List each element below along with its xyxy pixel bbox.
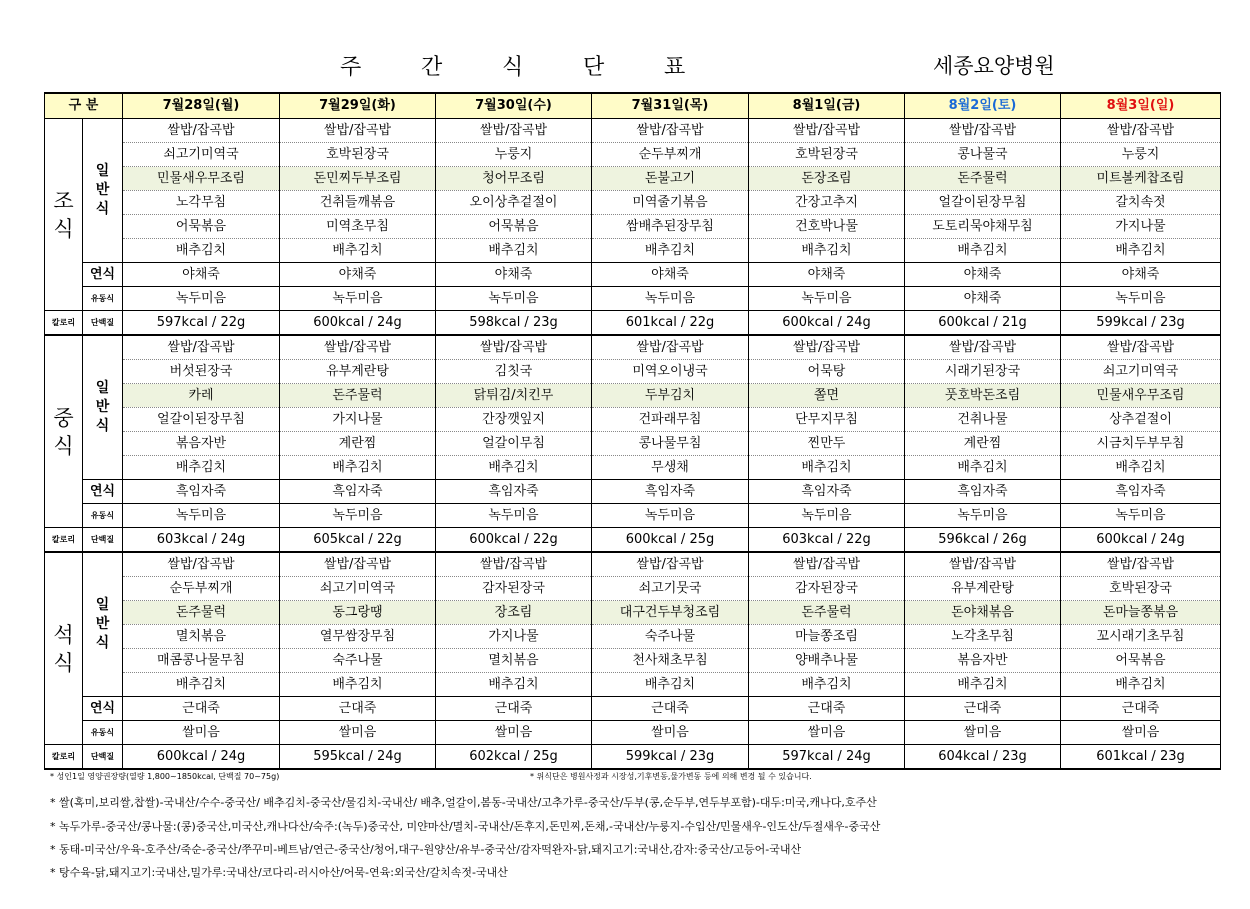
menu-cell: 쇠고기미역국 (280, 577, 436, 601)
nutrition-cell: 600kcal / 24g (280, 311, 436, 336)
menu-cell: 배추김치 (749, 673, 905, 697)
menu-cell: 미역오이냉국 (592, 360, 749, 384)
menu-cell: 쌀미음 (123, 721, 280, 745)
menu-cell: 배추김치 (436, 239, 592, 263)
menu-cell: 쌀밥/잡곡밥 (123, 335, 280, 360)
header-category: 구 분 (45, 93, 123, 119)
menu-cell: 건파래무침 (592, 408, 749, 432)
menu-cell: 미역줄기볶음 (592, 191, 749, 215)
menu-cell: 시금치두부무침 (1061, 432, 1221, 456)
menu-cell: 녹두미음 (905, 504, 1061, 528)
menu-cell: 건호박나물 (749, 215, 905, 239)
table-row (45, 215, 1221, 239)
menu-cell: 쌀밥/잡곡밥 (280, 335, 436, 360)
menu-cell: 김칫국 (436, 360, 592, 384)
menu-cell: 근대죽 (905, 697, 1061, 721)
nutrition-cell: 596kcal / 26g (905, 528, 1061, 553)
menu-cell: 흑임자죽 (592, 480, 749, 504)
menu-cell: 배추김치 (1061, 456, 1221, 480)
table-row (45, 504, 1221, 528)
nutrition-cell: 598kcal / 23g (436, 311, 592, 336)
meal-label: 중 식 (45, 335, 83, 528)
table-row (45, 552, 1221, 577)
menu-cell: 꼬시래기초무침 (1061, 625, 1221, 649)
menu-cell: 쌀밥/잡곡밥 (123, 552, 280, 577)
menu-cell: 녹두미음 (123, 504, 280, 528)
general-diet-label: 일 반 식 (83, 552, 123, 697)
menu-cell: 배추김치 (592, 239, 749, 263)
menu-cell: 돈불고기 (592, 167, 749, 191)
menu-cell: 흑임자죽 (123, 480, 280, 504)
menu-cell: 어묵볶음 (123, 215, 280, 239)
menu-cell: 쇠고기미역국 (123, 143, 280, 167)
menu-cell: 쌈배추된장무침 (592, 215, 749, 239)
menu-cell: 멸치볶음 (436, 649, 592, 673)
menu-cell: 상추겉절이 (1061, 408, 1221, 432)
menu-cell: 버섯된장국 (123, 360, 280, 384)
header-day: 8월2일(토) (905, 93, 1061, 119)
menu-cell: 쌀미음 (592, 721, 749, 745)
menu-cell: 쌀밥/잡곡밥 (905, 119, 1061, 143)
menu-cell: 돈주물럭 (749, 601, 905, 625)
menu-cell: 풋호박돈조림 (905, 384, 1061, 408)
menu-cell: 계란찜 (905, 432, 1061, 456)
table-row (45, 480, 1221, 504)
menu-cell: 쌀밥/잡곡밥 (280, 552, 436, 577)
menu-cell: 녹두미음 (592, 287, 749, 311)
menu-cell: 가지나물 (1061, 215, 1221, 239)
liquid-diet-label: 유동식 (83, 721, 123, 745)
header-day: 7월28일(월) (123, 93, 280, 119)
menu-cell: 가지나물 (280, 408, 436, 432)
table-row (45, 384, 1221, 408)
table-row (45, 191, 1221, 215)
menu-cell: 쌀밥/잡곡밥 (749, 119, 905, 143)
menu-cell: 야채죽 (592, 263, 749, 287)
menu-cell: 배추김치 (905, 673, 1061, 697)
title-char: 단 (583, 55, 605, 80)
table-row (45, 649, 1221, 673)
menu-cell: 돈마늘쫑볶음 (1061, 601, 1221, 625)
menu-cell: 배추김치 (123, 239, 280, 263)
nutrition-cell: 601kcal / 22g (592, 311, 749, 336)
table-row (45, 335, 1221, 360)
menu-cell: 누룽지 (436, 143, 592, 167)
menu-cell: 열무쌈장무침 (280, 625, 436, 649)
note-origin-3: * 동태-미국산/우육-호주산/죽순-중국산/쭈꾸미-베트남/연근-중국산/청어,대구-원양산/유부-중국산/감자떡완자-닭,돼지고기:국내산,감자:중국산/고등어-국내산 (50, 843, 802, 856)
menu-cell: 간장고추지 (749, 191, 905, 215)
menu-cell: 돈주물럭 (905, 167, 1061, 191)
menu-cell: 간장깻잎지 (436, 408, 592, 432)
menu-cell: 무생채 (592, 456, 749, 480)
menu-cell: 배추김치 (123, 456, 280, 480)
menu-cell: 오이상추겉절이 (436, 191, 592, 215)
meal-label: 조 식 (45, 119, 83, 311)
menu-cell: 쫄면 (749, 384, 905, 408)
menu-cell: 쌀밥/잡곡밥 (592, 335, 749, 360)
nutrition-cell: 597kcal / 22g (123, 311, 280, 336)
menu-cell: 돈야채볶음 (905, 601, 1061, 625)
menu-cell: 순두부찌개 (592, 143, 749, 167)
menu-cell: 단무지무침 (749, 408, 905, 432)
nutrition-cell: 600kcal / 24g (749, 311, 905, 336)
menu-cell: 누룽지 (1061, 143, 1221, 167)
menu-cell: 시래기된장국 (905, 360, 1061, 384)
menu-cell: 쌀미음 (436, 721, 592, 745)
menu-cell: 호박된장국 (280, 143, 436, 167)
liquid-diet-label: 유동식 (83, 504, 123, 528)
table-row (45, 311, 1221, 336)
menu-cell: 장조림 (436, 601, 592, 625)
menu-cell: 녹두미음 (123, 287, 280, 311)
menu-cell: 쌀밥/잡곡밥 (123, 119, 280, 143)
table-row (45, 697, 1221, 721)
menu-cell: 배추김치 (280, 239, 436, 263)
nutrition-cell: 605kcal / 22g (280, 528, 436, 553)
menu-cell: 볶음자반 (905, 649, 1061, 673)
liquid-diet-label: 유동식 (83, 287, 123, 311)
menu-cell: 콩나물무침 (592, 432, 749, 456)
menu-cell: 어묵볶음 (1061, 649, 1221, 673)
nutrition-cell: 600kcal / 22g (436, 528, 592, 553)
menu-cell: 민물새우무조림 (1061, 384, 1221, 408)
menu-cell: 야채죽 (905, 263, 1061, 287)
table-row (45, 625, 1221, 649)
menu-cell: 야채죽 (123, 263, 280, 287)
note-change: * 위식단은 병원사정과 시장성,기후변동,물가변동 등에 의해 변경 될 수 있습니다. (530, 772, 812, 781)
menu-cell: 녹두미음 (592, 504, 749, 528)
table-row (45, 167, 1221, 191)
header-day: 8월3일(일) (1061, 93, 1221, 119)
menu-cell: 볶음자반 (123, 432, 280, 456)
menu-cell: 돈주물럭 (123, 601, 280, 625)
menu-cell: 쌀미음 (1061, 721, 1221, 745)
table-row (45, 721, 1221, 745)
menu-cell: 닭튀김/치킨무 (436, 384, 592, 408)
menu-cell: 건취들깨볶음 (280, 191, 436, 215)
note-origin-2: * 녹두가루-중국산/콩나물:(콩)중국산,미국산,캐나다산/숙주:(녹두)중국산, 미얀마산/멸치-국내산/돈후지,돈민찌,돈채,-국내산/누룽지-수입산/민물새우-인도산/두절새우-중국산 (50, 820, 881, 833)
note-origin-4: * 탕수육-닭,돼지고기:국내산,밀가루:국내산/코다리-러시아산/어묵-연육:외국산/갈치속젓-국내산 (50, 866, 508, 879)
table-row (45, 143, 1221, 167)
table-row (45, 528, 1221, 553)
menu-cell: 흑임자죽 (280, 480, 436, 504)
menu-cell: 노각초무침 (905, 625, 1061, 649)
nutrition-cell: 603kcal / 24g (123, 528, 280, 553)
nutrition-cell: 600kcal / 24g (1061, 528, 1221, 553)
menu-cell: 배추김치 (749, 239, 905, 263)
menu-cell: 건취나물 (905, 408, 1061, 432)
menu-cell: 찐만두 (749, 432, 905, 456)
nutrition-cell: 601kcal / 23g (1061, 745, 1221, 770)
menu-cell: 돈주물럭 (280, 384, 436, 408)
menu-cell: 감자된장국 (436, 577, 592, 601)
calorie-label: 칼로리 (45, 311, 83, 336)
menu-cell: 가지나물 (436, 625, 592, 649)
menu-cell: 쇠고기뭇국 (592, 577, 749, 601)
menu-cell: 근대죽 (123, 697, 280, 721)
menu-cell: 미트볼케찹조림 (1061, 167, 1221, 191)
menu-cell: 숙주나물 (592, 625, 749, 649)
menu-cell: 호박된장국 (1061, 577, 1221, 601)
menu-cell: 콩나물국 (905, 143, 1061, 167)
menu-cell: 두부김치 (592, 384, 749, 408)
general-diet-label: 일 반 식 (83, 335, 123, 480)
menu-cell: 호박된장국 (749, 143, 905, 167)
menu-cell: 카레 (123, 384, 280, 408)
menu-cell: 양배추나물 (749, 649, 905, 673)
menu-cell: 어묵볶음 (436, 215, 592, 239)
calorie-label: 칼로리 (45, 528, 83, 553)
menu-cell: 청어무조림 (436, 167, 592, 191)
weekly-menu-table (44, 92, 1221, 770)
table-row (45, 577, 1221, 601)
menu-cell: 얼갈이된장무침 (123, 408, 280, 432)
menu-cell: 쌀밥/잡곡밥 (592, 552, 749, 577)
table-row (45, 601, 1221, 625)
nutrition-cell: 595kcal / 24g (280, 745, 436, 770)
menu-cell: 쇠고기미역국 (1061, 360, 1221, 384)
menu-cell: 쌀밥/잡곡밥 (436, 552, 592, 577)
menu-cell: 녹두미음 (436, 504, 592, 528)
menu-cell: 배추김치 (280, 456, 436, 480)
table-row (45, 239, 1221, 263)
title-char: 식 (502, 55, 524, 80)
menu-cell: 쌀밥/잡곡밥 (1061, 335, 1221, 360)
menu-cell: 쌀밥/잡곡밥 (436, 119, 592, 143)
page-title (340, 50, 745, 81)
menu-cell: 야채죽 (749, 263, 905, 287)
table-row (45, 287, 1221, 311)
menu-cell: 감자된장국 (749, 577, 905, 601)
menu-cell: 멸치볶음 (123, 625, 280, 649)
menu-cell: 근대죽 (1061, 697, 1221, 721)
menu-cell: 배추김치 (1061, 239, 1221, 263)
soft-diet-label: 연식 (83, 263, 123, 287)
nutrition-cell: 600kcal / 21g (905, 311, 1061, 336)
menu-cell: 야채죽 (436, 263, 592, 287)
table-row (45, 432, 1221, 456)
note-origin-1: * 쌀(혹미,보리쌀,찹쌀)-국내산/수수-중국산/ 배추김치-중국산/물김치-국내산/ 배추,얼갈이,봄동-국내산/고추가루-중국산/두부(콩,순두부,연두부포함)-대두:미국,캐나다,호주산 (50, 796, 877, 809)
menu-cell: 녹두미음 (1061, 287, 1221, 311)
table-row (45, 119, 1221, 143)
menu-cell: 야채죽 (280, 263, 436, 287)
soft-diet-label: 연식 (83, 480, 123, 504)
meal-label: 석 식 (45, 552, 83, 745)
header-day: 7월29일(화) (280, 93, 436, 119)
menu-cell: 쌀밥/잡곡밥 (1061, 119, 1221, 143)
table-row (45, 456, 1221, 480)
menu-cell: 배추김치 (905, 239, 1061, 263)
menu-cell: 돈장조림 (749, 167, 905, 191)
protein-label: 단백질 (83, 745, 123, 770)
menu-cell: 미역초무침 (280, 215, 436, 239)
menu-cell: 녹두미음 (749, 504, 905, 528)
menu-cell: 쌀밥/잡곡밥 (749, 552, 905, 577)
menu-cell: 흑임자죽 (436, 480, 592, 504)
menu-cell: 배추김치 (436, 456, 592, 480)
protein-label: 단백질 (83, 528, 123, 553)
nutrition-cell: 600kcal / 24g (123, 745, 280, 770)
menu-cell: 계란찜 (280, 432, 436, 456)
nutrition-cell: 597kcal / 24g (749, 745, 905, 770)
menu-cell: 배추김치 (749, 456, 905, 480)
menu-cell: 배추김치 (280, 673, 436, 697)
menu-cell: 근대죽 (749, 697, 905, 721)
menu-cell: 쌀밥/잡곡밥 (905, 335, 1061, 360)
menu-cell: 대구건두부청조림 (592, 601, 749, 625)
menu-cell: 얼갈이무침 (436, 432, 592, 456)
menu-cell: 숙주나물 (280, 649, 436, 673)
header-day: 8월1일(금) (749, 93, 905, 119)
nutrition-cell: 599kcal / 23g (592, 745, 749, 770)
menu-cell: 갈치속젓 (1061, 191, 1221, 215)
table-row (45, 360, 1221, 384)
menu-cell: 쌀미음 (749, 721, 905, 745)
menu-cell: 쌀밥/잡곡밥 (1061, 552, 1221, 577)
nutrition-cell: 602kcal / 25g (436, 745, 592, 770)
menu-cell: 야채죽 (1061, 263, 1221, 287)
menu-cell: 근대죽 (592, 697, 749, 721)
menu-cell: 동그랑땡 (280, 601, 436, 625)
table-row (45, 745, 1221, 770)
nutrition-cell: 604kcal / 23g (905, 745, 1061, 770)
menu-cell: 녹두미음 (436, 287, 592, 311)
title-char: 주 (340, 55, 362, 80)
table-row (45, 408, 1221, 432)
hospital-name: 세종요양병원 (933, 54, 1055, 78)
menu-cell: 유부계란탕 (280, 360, 436, 384)
calorie-label: 칼로리 (45, 745, 83, 770)
menu-cell: 쌀밥/잡곡밥 (749, 335, 905, 360)
menu-cell: 유부계란탕 (905, 577, 1061, 601)
menu-cell: 근대죽 (280, 697, 436, 721)
menu-cell: 민물새우무조림 (123, 167, 280, 191)
menu-cell: 흑임자죽 (905, 480, 1061, 504)
menu-cell: 노각무침 (123, 191, 280, 215)
menu-cell: 얼갈이된장무침 (905, 191, 1061, 215)
menu-cell: 배추김치 (1061, 673, 1221, 697)
menu-cell: 매콤콩나물무침 (123, 649, 280, 673)
menu-cell: 흑임자죽 (1061, 480, 1221, 504)
header-day: 7월30일(수) (436, 93, 592, 119)
menu-cell: 배추김치 (905, 456, 1061, 480)
general-diet-label: 일 반 식 (83, 119, 123, 263)
menu-cell: 녹두미음 (280, 504, 436, 528)
nutrition-cell: 600kcal / 25g (592, 528, 749, 553)
menu-cell: 쌀밥/잡곡밥 (905, 552, 1061, 577)
menu-cell: 배추김치 (123, 673, 280, 697)
nutrition-cell: 599kcal / 23g (1061, 311, 1221, 336)
menu-cell: 근대죽 (436, 697, 592, 721)
menu-cell: 녹두미음 (749, 287, 905, 311)
menu-cell: 돈민찌두부조림 (280, 167, 436, 191)
table-row (45, 263, 1221, 287)
menu-cell: 녹두미음 (1061, 504, 1221, 528)
nutrition-cell: 603kcal / 22g (749, 528, 905, 553)
menu-cell: 마늘쫑조림 (749, 625, 905, 649)
protein-label: 단백질 (83, 311, 123, 336)
title-char: 표 (664, 55, 686, 80)
menu-cell: 배추김치 (592, 673, 749, 697)
menu-cell: 흑임자죽 (749, 480, 905, 504)
title-char: 간 (421, 55, 443, 80)
menu-cell: 녹두미음 (280, 287, 436, 311)
menu-cell: 어묵탕 (749, 360, 905, 384)
menu-cell: 순두부찌개 (123, 577, 280, 601)
menu-cell: 도토리묵야채무침 (905, 215, 1061, 239)
menu-cell: 쌀미음 (280, 721, 436, 745)
soft-diet-label: 연식 (83, 697, 123, 721)
menu-cell: 야채죽 (905, 287, 1061, 311)
menu-cell: 천사채초무침 (592, 649, 749, 673)
menu-cell: 배추김치 (436, 673, 592, 697)
table-row (45, 673, 1221, 697)
menu-cell: 쌀밥/잡곡밥 (280, 119, 436, 143)
menu-cell: 쌀밥/잡곡밥 (592, 119, 749, 143)
menu-cell: 쌀미음 (905, 721, 1061, 745)
menu-cell: 쌀밥/잡곡밥 (436, 335, 592, 360)
header-day: 7월31일(목) (592, 93, 749, 119)
note-nutrition: * 성인1일 영양권장량(열량 1,800~1850kcal, 단백질 70~75g) (50, 772, 280, 781)
